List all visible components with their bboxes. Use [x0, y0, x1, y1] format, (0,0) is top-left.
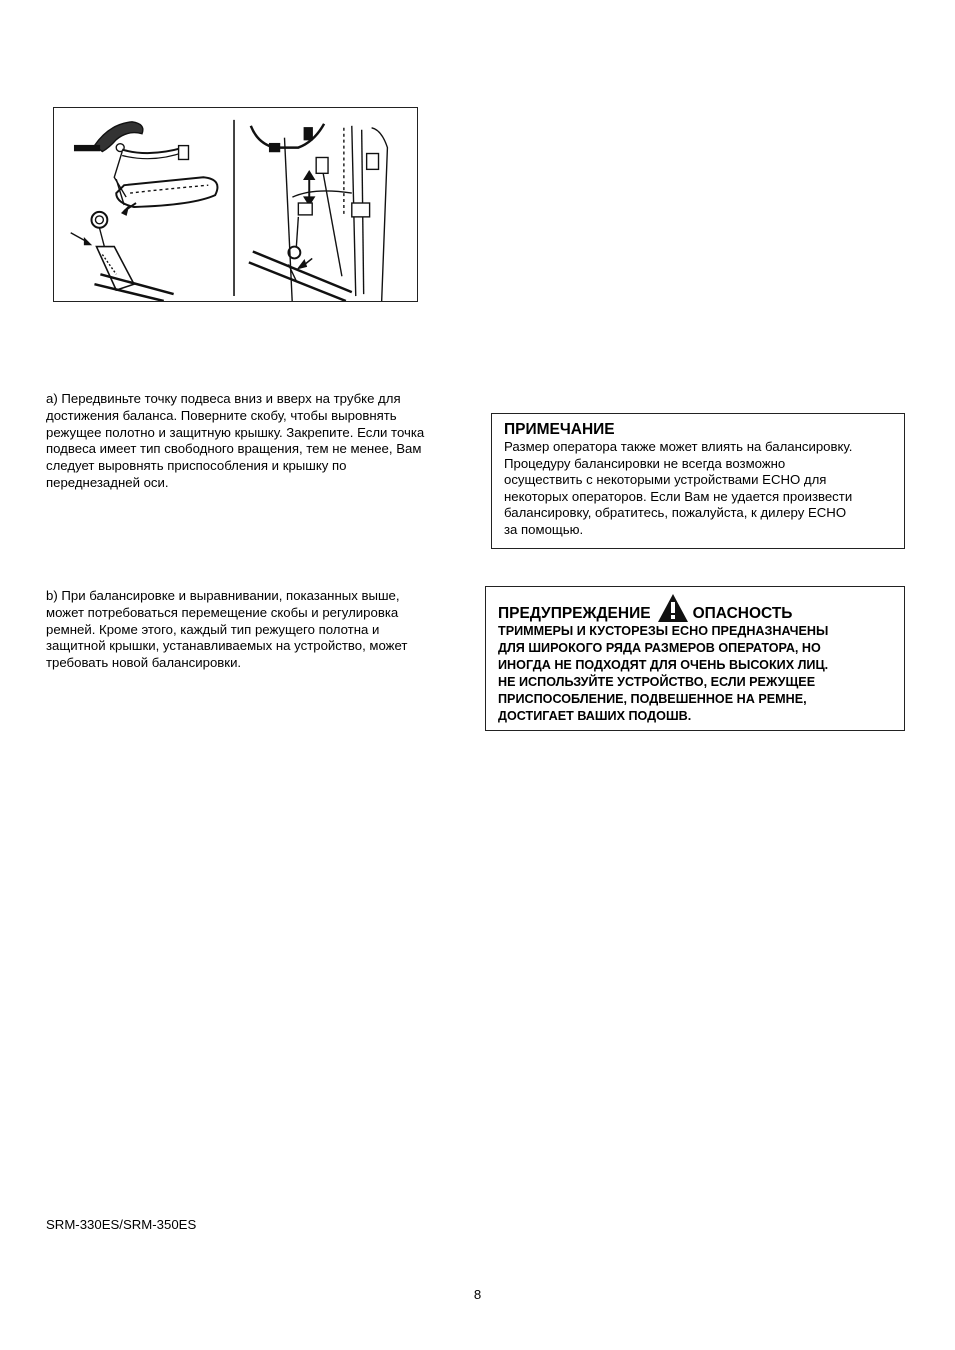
right-panel — [249, 124, 388, 301]
page-number: 8 — [473, 1287, 482, 1302]
note-text: Размер оператора также может влиять на балансировку. Процедуру балансировки не всегда возможно осуществить с некоторыми устройствами ECHO для некоторых операторов. Если Вам не удается произвести балансировку, обратитесь, пожалуйста, к дилеру ECHO за помощью. — [504, 439, 853, 537]
shoulder-pad — [94, 122, 142, 152]
strap-end — [75, 146, 100, 151]
warning-triangle-icon — [657, 593, 689, 623]
warning-text: ТРИММЕРЫ И КУСТОРЕЗЫ ECHO ПРЕДНАЗНАЧЕНЫ ДЛЯ ШИРОКОГО РЯДА РАЗМЕРОВ ОПЕРАТОРА, НО ИНОГДА НЕ ПОДХОДЯТ ДЛЯ ОЧЕНЬ ВЫСОКИХ ЛИЦ. НЕ ИСПОЛЬЗУЙТЕ УСТРОЙСТВО, ЕСЛИ РЕЖУЩЕЕ ПРИСПОСОБЛЕНИЕ, ПОДВЕШЕННОЕ НА РЕМНЕ, ДОСТИГАЕТ ВАШИХ ПОДОШВ. — [498, 624, 829, 723]
warning-heading — [498, 591, 892, 623]
left-panel — [71, 122, 218, 301]
warning-title-right: ОПАСНОСТЬ — [692, 605, 793, 622]
note-box — [491, 413, 905, 549]
paragraph-b: b) При балансировке и выравнивании, показанных выше, может потребоваться перемещение скобы и регулировка ремней. Кроме этого, каждый тип режущего полотна и защитной крышки, устанавливаемых на устройство, может требовать новой балансировки. — [46, 588, 408, 671]
harness-diagram — [54, 108, 417, 301]
note-title: ПРИМЕЧАНИЕ — [504, 421, 615, 438]
warning-title-left: ПРЕДУПРЕЖДЕНИЕ — [498, 605, 651, 622]
paragraph-a: a) Передвиньте точку подвеса вниз и вверх на трубке для достижения баланса. Поверните скобу, чтобы выровнять режущее полотно и защитную крышку. Закрепите. Если точка подвеса имеет тип свободного вращения, тем не менее, Вам следует выровнять приспособления и крышку по переднезадней оси. — [46, 391, 425, 490]
model-number: SRM-330ES/SRM-350ES — [46, 1217, 197, 1232]
warning-box — [485, 586, 905, 731]
balancing-illustration — [53, 107, 418, 302]
